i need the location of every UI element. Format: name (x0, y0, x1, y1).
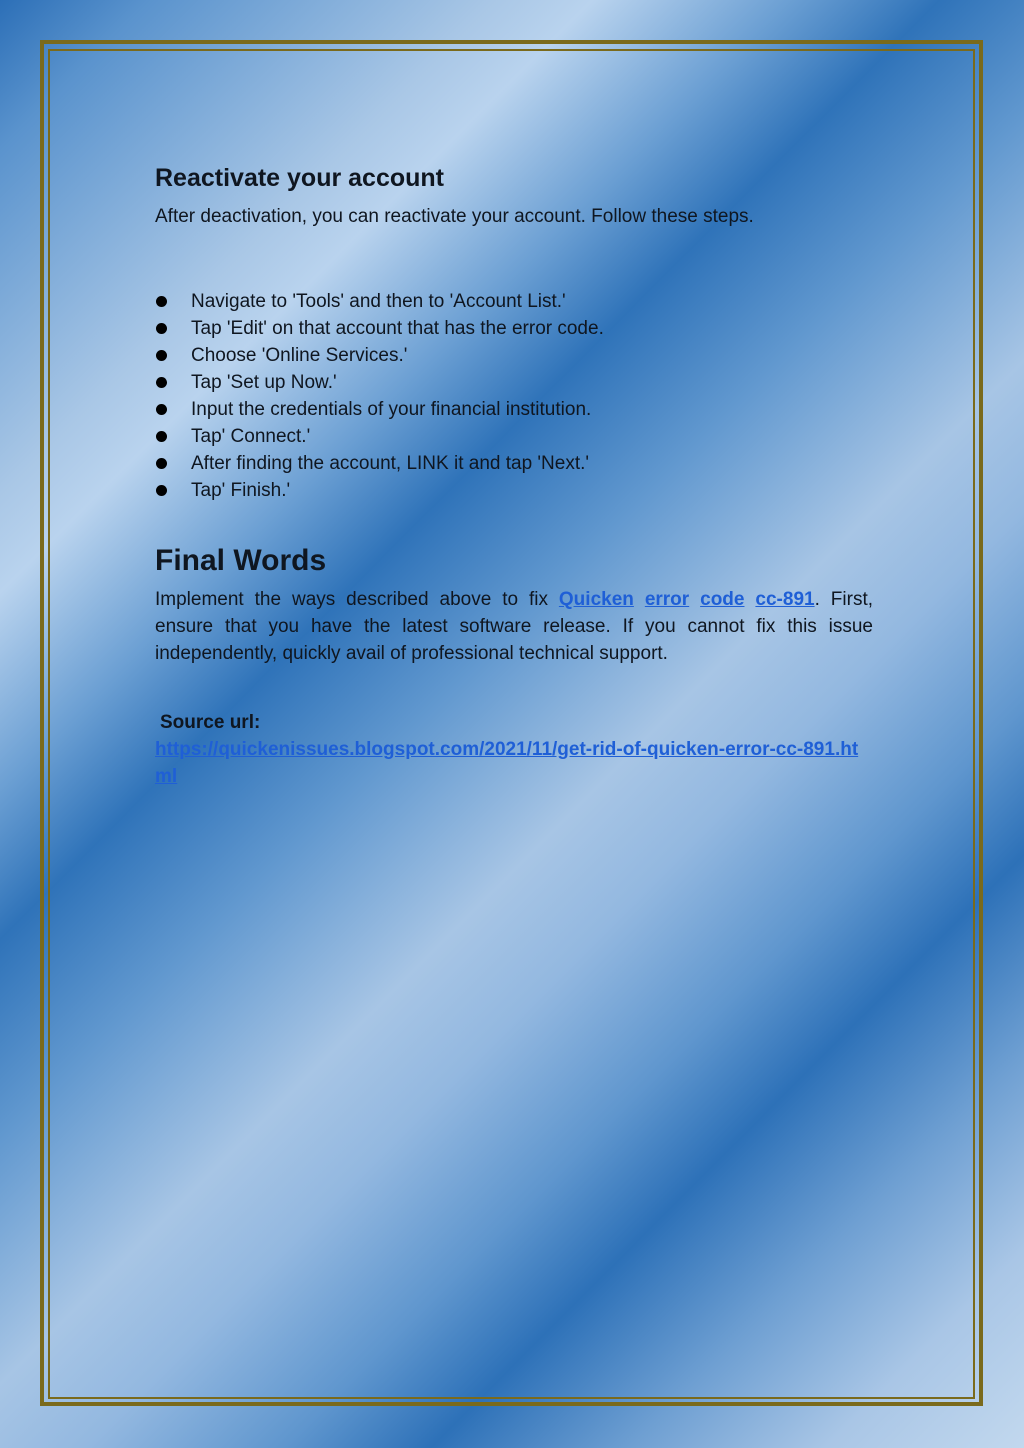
list-item (155, 423, 873, 450)
list-item (155, 342, 873, 369)
step-text: Tap 'Edit' on that account that has the error code. (191, 318, 604, 339)
bullet-icon (156, 296, 167, 307)
step-text: Input the credentials of your financial institution. (191, 399, 592, 420)
bullet-icon (156, 377, 167, 388)
final-words-heading: Final Words (155, 544, 327, 577)
list-item (155, 396, 873, 423)
final-text-after: . First, ensure that you have the latest software release. If you cannot fix this issue independently, quickly avail of professional technical support. (155, 589, 874, 664)
list-item (155, 288, 873, 315)
step-text: Tap 'Set up Now.' (191, 372, 337, 393)
source-label: Source url: (160, 712, 261, 733)
bullet-icon (156, 323, 167, 334)
step-text: Tap' Finish.' (191, 480, 291, 501)
bullet-icon (156, 350, 167, 361)
step-text: After finding the account, LINK it and tap 'Next.' (191, 453, 590, 474)
error-link[interactable]: error (644, 589, 690, 610)
bullet-icon (156, 458, 167, 469)
final-text-before: Implement the ways described above to fix (155, 589, 559, 610)
list-item (155, 315, 873, 342)
step-text: Tap' Connect.' (191, 426, 311, 447)
bullet-icon (156, 404, 167, 415)
reactivate-heading: Reactivate your account (155, 164, 444, 192)
list-item (155, 369, 873, 396)
step-text: Choose 'Online Services.' (191, 345, 408, 366)
cc-891-link[interactable]: cc-891 (755, 589, 815, 610)
reactivate-intro: After deactivation, you can reactivate your account. Follow these steps. (155, 206, 754, 227)
bullet-icon (156, 485, 167, 496)
source-url-line (155, 736, 873, 790)
code-link[interactable]: code (700, 589, 745, 610)
quicken-link[interactable]: Quicken (558, 589, 634, 610)
list-item (155, 477, 873, 504)
source-url-link[interactable]: https://quickenissues.blogspot.com/2021/11/get-rid-of-quicken-error-cc-891.html (155, 739, 859, 787)
document-content (155, 162, 873, 790)
bullet-icon (156, 431, 167, 442)
step-text: Navigate to 'Tools' and then to 'Account List.' (191, 291, 566, 312)
steps-list (155, 288, 873, 504)
final-words-paragraph (155, 586, 873, 667)
list-item (155, 450, 873, 477)
